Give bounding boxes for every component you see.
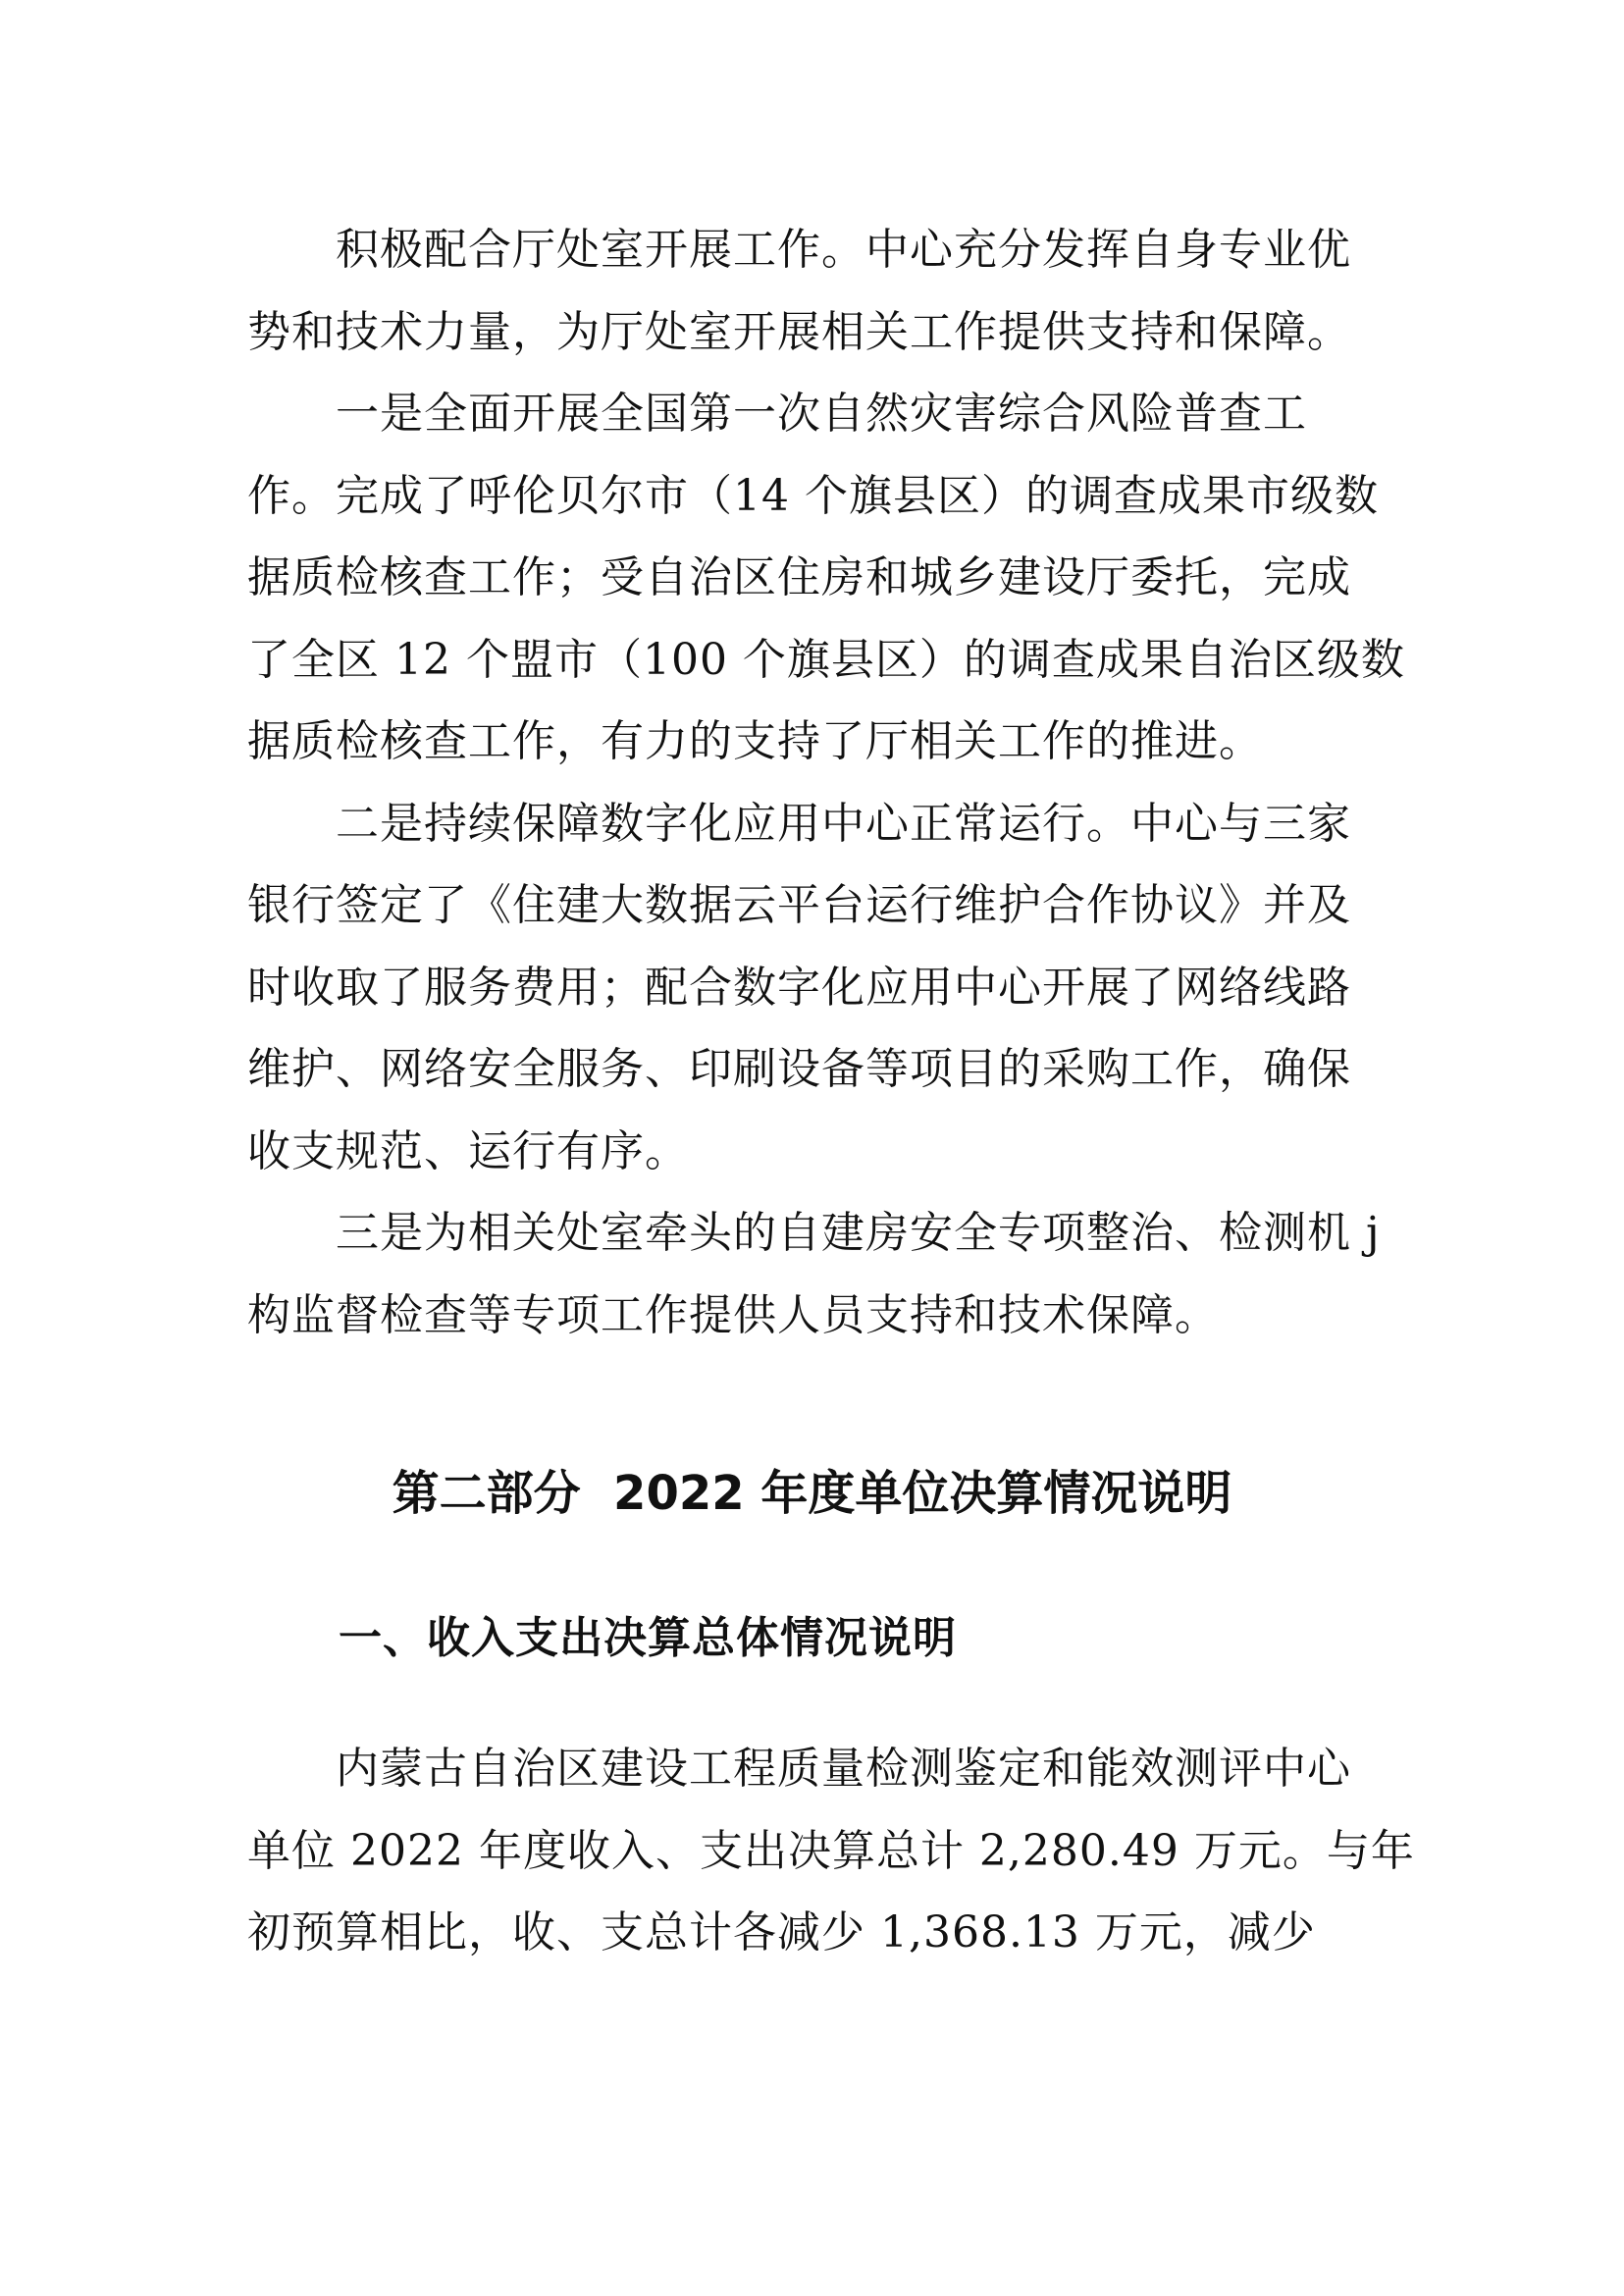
text-line: 维护、网络安全服务、印刷设备等项目的采购工作，确保 xyxy=(247,1044,1351,1094)
text-line: 一是全面开展全国第一次自然灾害综合风险普查工 xyxy=(336,389,1307,439)
paragraph-digital-center xyxy=(247,783,1386,1193)
text-line: 收支规范、运行有序。 xyxy=(247,1125,689,1176)
text-line: 内蒙古自治区建设工程质量检测鉴定和能效测评中心 xyxy=(336,1744,1351,1794)
paragraph-risk-survey xyxy=(247,373,1405,783)
body-text xyxy=(247,209,1405,1356)
text-line: 作。完成了呼伦贝尔市（14 个旗县区）的调查成果市级数 xyxy=(247,470,1379,521)
text-line: 时收取了服务费用；配合数字化应用中心开展了网络线路 xyxy=(247,962,1351,1013)
text-line: 三是为相关处室牵头的自建房安全专项整治、检测机 j xyxy=(336,1208,1381,1258)
paragraph-support-work xyxy=(247,209,1386,373)
paragraph-special-work xyxy=(247,1192,1386,1356)
section-body-text xyxy=(247,1728,1415,1974)
part-heading: 第二部分 2022 年度单位决算情况说明 xyxy=(392,1466,1232,1521)
text-line: 构监督检查等专项工作提供人员支持和技术保障。 xyxy=(247,1289,1219,1340)
text-line: 二是持续保障数字化应用中心正常运行。中心与三家 xyxy=(336,798,1351,849)
section-heading: 一、收入支出决算总体情况说明 xyxy=(339,1613,957,1663)
text-line: 初预算相比，收、支总计各减少 1,368.13 万元，减少 xyxy=(247,1907,1316,1957)
text-line: 银行签定了《住建大数据云平台运行维护合作协议》并及 xyxy=(247,880,1351,930)
text-line: 据质检核查工作；受自治区住房和城乡建设厅委托，完成 xyxy=(247,552,1351,602)
text-line: 单位 2022 年度收入、支出决算总计 2,280.49 万元。与年 xyxy=(247,1825,1415,1876)
text-line: 势和技术力量，为厅处室开展相关工作提供支持和保障。 xyxy=(247,306,1351,357)
text-line: 据质检核查工作，有力的支持了厅相关工作的推进。 xyxy=(247,716,1263,766)
paragraph-budget-summary xyxy=(247,1728,1415,1974)
text-line: 积极配合厅处室开展工作。中心充分发挥自身专业优 xyxy=(336,225,1351,275)
text-line: 了全区 12 个盟市（100 个旗县区）的调查成果自治区级数 xyxy=(247,634,1405,685)
